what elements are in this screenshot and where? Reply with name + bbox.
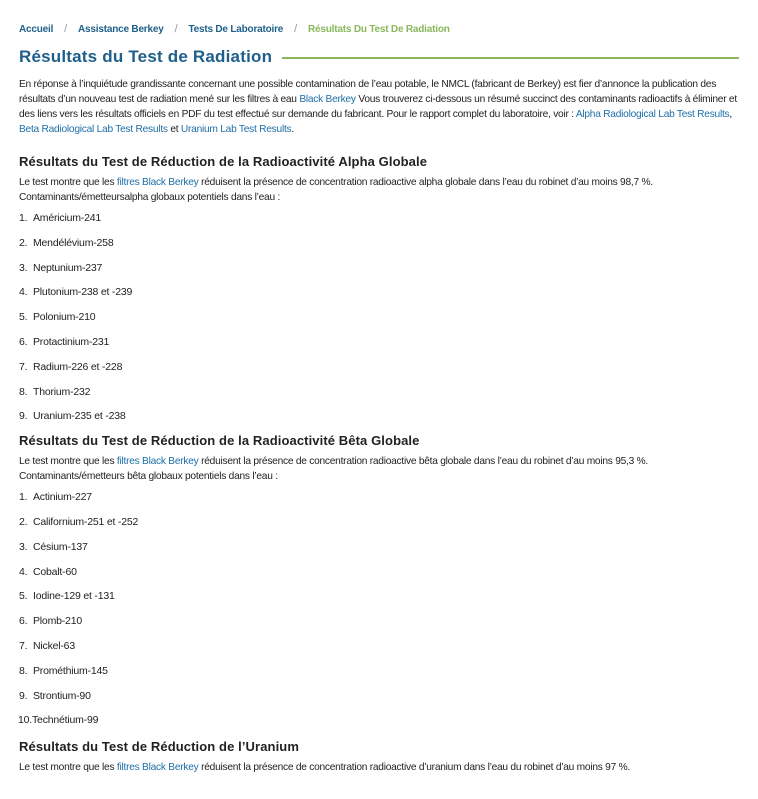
list-item-number: 3. [19, 261, 28, 274]
list-item-label: Californium-251 et -252 [33, 515, 139, 528]
list-item-label: Cobalt-60 [33, 565, 77, 578]
list-item-label: Actinium-227 [33, 491, 92, 504]
alpha-results-link[interactable]: Alpha Radiological Lab Test Results [575, 109, 730, 120]
list-item-number: 4. [19, 565, 28, 578]
intro-paragraph [19, 77, 739, 137]
intro-text: . [291, 124, 294, 135]
summary-text: Le test montre que les [19, 762, 117, 774]
summary-text: réduisent la présence de concentration radioactive bêta globale dans l’eau du robinet d’au moins 95,3 %. [198, 456, 648, 468]
uranium-heading: Résultats du Test de Réduction de l’Uranium [19, 739, 299, 755]
title-divider [282, 57, 739, 59]
list-item-number: 10. [18, 714, 32, 727]
list-item-label: Mendélévium-258 [33, 236, 114, 249]
alpha-summary [19, 175, 739, 205]
uranium-results-link[interactable]: Uranium Lab Test Results [180, 124, 292, 135]
list-item-number: 8. [19, 664, 28, 677]
list-item-number: 1. [19, 491, 28, 504]
list-item-label: Américium-241 [33, 212, 102, 224]
list-item-number: 2. [19, 515, 28, 528]
intro-text: Vous trouverez ci-dessous un résumé succinct des contaminants radioactifs à éliminer et des liens vers les résultats officiels en PDF du test effectué sur demande du fabricant. Pour le rapport complet du laboratoire, voir : [19, 94, 737, 120]
beta-heading: Résultats du Test de Réduction de la Radioactivité Bêta Globale [19, 433, 420, 449]
beta-contaminant-list [19, 490, 739, 738]
list-item-label: Césium-137 [33, 540, 88, 553]
list-item-number: 1. [19, 212, 28, 224]
list-item [19, 664, 739, 689]
list-item-number: 7. [19, 639, 28, 652]
list-item-label: Thorium-232 [33, 385, 91, 398]
breadcrumb [19, 0, 739, 39]
list-item-number: 6. [19, 335, 28, 348]
list-item-label: Radium-226 et -228 [33, 360, 123, 373]
list-item-label: Strontium-90 [33, 689, 91, 702]
alpha-contaminant-list [19, 211, 739, 434]
list-item-number: 4. [19, 286, 28, 299]
list-item-label: Neptunium-237 [33, 261, 103, 274]
list-item-number: 5. [19, 590, 28, 603]
breadcrumb-home-link[interactable]: Accueil [19, 23, 54, 35]
list-item [19, 490, 739, 515]
list-item-label: Plomb-210 [33, 615, 82, 628]
breadcrumb-current: Résultats Du Test De Radiation [308, 23, 450, 35]
page-title-row [19, 45, 739, 69]
uranium-section [19, 739, 739, 775]
list-item-number: 6. [19, 615, 28, 628]
list-item [19, 310, 739, 335]
breadcrumb-separator: / [294, 23, 298, 35]
summary-text: Le test montre que les [19, 177, 117, 188]
list-item-number: 8. [19, 385, 28, 398]
list-item [19, 409, 739, 434]
beta-summary [19, 454, 739, 484]
alpha-filters-link[interactable]: filtres Black Berkey [116, 177, 199, 188]
list-item-label: Prométhium-145 [33, 664, 108, 677]
contaminants-intro: Contaminants/émetteurs bêta globaux potentiels dans l’eau : [19, 471, 278, 483]
list-item-label: Protactinium-231 [33, 335, 110, 348]
breadcrumb-separator: / [64, 23, 68, 35]
list-item [19, 335, 739, 360]
list-item-number: 5. [19, 311, 28, 324]
uranium-filters-link[interactable]: filtres Black Berkey [116, 762, 199, 774]
list-item-label: Nickel-63 [33, 639, 75, 652]
list-item [19, 713, 739, 738]
intro-text: et [167, 124, 181, 135]
list-item-number: 9. [19, 410, 28, 423]
list-item [19, 236, 739, 261]
list-item-number: 2. [19, 236, 28, 249]
contaminants-intro: Contaminants/émetteursalpha globaux potentiels dans l’eau : [19, 192, 281, 203]
list-item [19, 515, 739, 540]
intro-text: En réponse à l’inquiétude grandissante concernant une possible contamination de l’eau potable, le NMCL (fabricant de Berkey) est fier d’annonce la publication des résultats d’un nouveau test de radiation mené sur les filtres à eau [19, 79, 717, 105]
list-item [19, 614, 739, 639]
list-item-number: 3. [19, 540, 28, 553]
list-item [19, 285, 739, 310]
alpha-heading: Résultats du Test de Réduction de la Radioactivité Alpha Globale [19, 154, 428, 169]
alpha-section [19, 154, 739, 434]
summary-text: réduisent la présence de concentration radioactive alpha globale dans l’eau du robinet d’au moins 98,7 %. [198, 177, 653, 188]
list-item [19, 211, 739, 236]
list-item-label: Polonium-210 [33, 311, 96, 324]
intro-text: , [729, 109, 732, 120]
list-item-number: 9. [19, 689, 28, 702]
breadcrumb-support-link[interactable]: Assistance Berkey [78, 23, 164, 35]
list-item [19, 360, 739, 385]
list-item [19, 261, 739, 286]
list-item [19, 565, 739, 590]
list-item [19, 639, 739, 664]
summary-text: Le test montre que les [19, 456, 117, 468]
list-item-label: Uranium-235 et -238 [33, 410, 126, 423]
breadcrumb-separator: / [174, 23, 178, 35]
list-item-label: Iodine-129 et -131 [33, 590, 115, 603]
page-title: Résultats du Test de Radiation [19, 47, 273, 66]
uranium-summary [19, 760, 739, 775]
beta-filters-link[interactable]: filtres Black Berkey [116, 456, 199, 468]
summary-text: réduisent la présence de concentration radioactive d’uranium dans l’eau du robinet d’au moins 97 %. [198, 762, 630, 774]
beta-section [19, 433, 739, 738]
list-item [19, 589, 739, 614]
black-berkey-link[interactable]: Black Berkey [299, 94, 356, 105]
list-item [19, 540, 739, 565]
list-item [19, 385, 739, 410]
breadcrumb-lab-tests-link[interactable]: Tests De Laboratoire [188, 23, 284, 35]
list-item-label: Technétium-99 [32, 714, 99, 727]
list-item-number: 7. [19, 360, 28, 373]
list-item-label: Plutonium-238 et -239 [33, 286, 133, 299]
beta-results-link[interactable]: Beta Radiological Lab Test Results [19, 124, 168, 135]
list-item [19, 689, 739, 714]
